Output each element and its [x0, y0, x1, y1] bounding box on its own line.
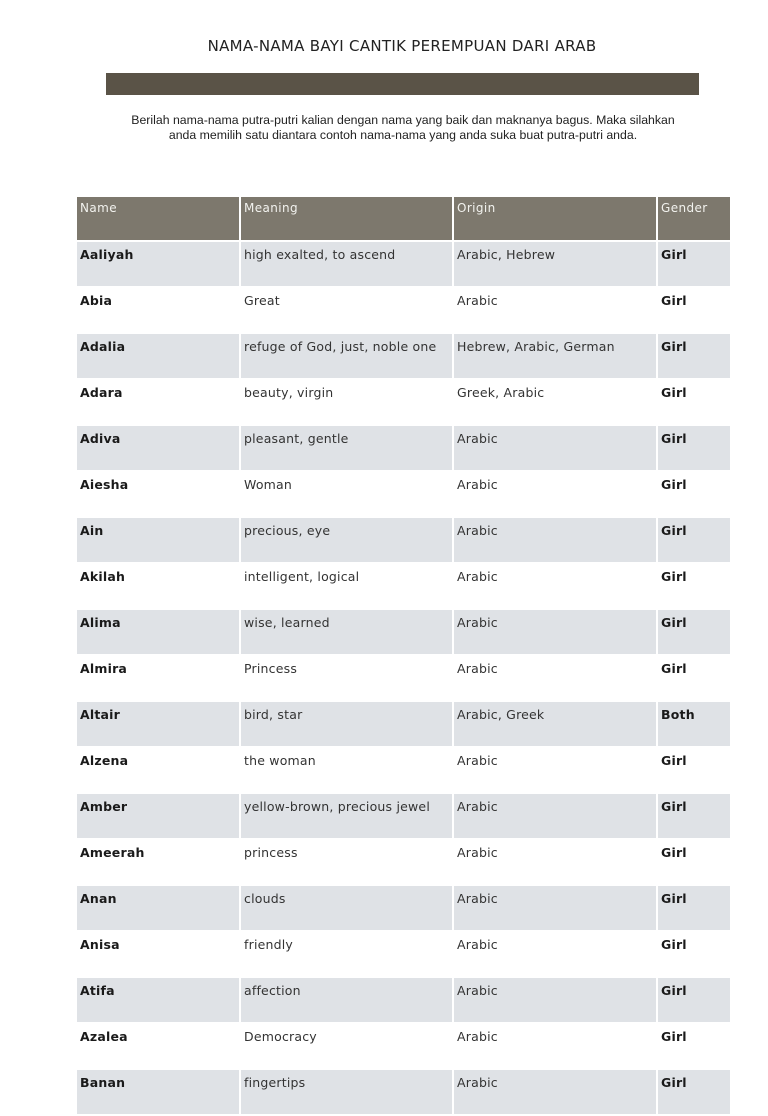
cell-name: Azalea [80, 1029, 128, 1044]
cell-gender: Girl [661, 661, 687, 676]
cell-gender: Girl [661, 293, 687, 308]
cell-gender: Girl [661, 385, 687, 400]
header-gender: Gender [658, 197, 730, 240]
cell-gender: Girl [658, 1070, 730, 1114]
table-header [77, 197, 730, 240]
cell-meaning: high exalted, to ascend [241, 242, 452, 286]
cell-name: Amber [77, 794, 239, 838]
header-meaning: Meaning [241, 197, 452, 240]
cell-name: Banan [77, 1070, 239, 1114]
cell-meaning: beauty, virgin [244, 385, 334, 400]
table-row [77, 288, 730, 332]
table-row [77, 702, 730, 746]
table-row [77, 610, 730, 654]
cell-meaning: clouds [241, 886, 452, 930]
cell-gender: Girl [658, 610, 730, 654]
cell-name: Aiesha [80, 477, 129, 492]
cell-gender: Girl [658, 886, 730, 930]
cell-gender: Girl [658, 518, 730, 562]
cell-meaning: friendly [244, 937, 294, 952]
cell-gender: Girl [658, 334, 730, 378]
table-row [77, 426, 730, 470]
table-row [77, 978, 730, 1022]
cell-name: Anan [77, 886, 239, 930]
cell-gender: Girl [661, 477, 687, 492]
table-row [77, 932, 730, 976]
cell-gender: Both [658, 702, 730, 746]
cell-origin: Arabic, Hebrew [454, 242, 656, 286]
cell-gender: Girl [661, 1029, 687, 1044]
page-title: NAMA-NAMA BAYI CANTIK PEREMPUAN DARI ARAB [207, 37, 597, 55]
table-row [77, 748, 730, 792]
header-name: Name [77, 197, 239, 240]
cell-origin: Arabic [457, 937, 498, 952]
header-origin: Origin [454, 197, 656, 240]
cell-origin: Arabic [454, 794, 656, 838]
cell-meaning: pleasant, gentle [241, 426, 452, 470]
cell-origin: Arabic [457, 845, 498, 860]
cell-meaning: Woman [244, 477, 293, 492]
cell-gender: Girl [661, 753, 687, 768]
cell-origin: Arabic [457, 569, 498, 584]
cell-origin: Arabic [457, 293, 498, 308]
table-row [77, 1024, 730, 1068]
cell-meaning: yellow-brown, precious jewel [241, 794, 452, 838]
cell-meaning: Princess [244, 661, 298, 676]
cell-meaning: intelligent, logical [244, 569, 360, 584]
cell-gender: Girl [658, 794, 730, 838]
table-row [77, 794, 730, 838]
cell-origin: Arabic [457, 1029, 498, 1044]
cell-name: Altair [77, 702, 239, 746]
cell-origin: Arabic [454, 1070, 656, 1114]
cell-meaning: the woman [244, 753, 316, 768]
cell-meaning: precious, eye [241, 518, 452, 562]
cell-gender: Girl [661, 937, 687, 952]
cell-meaning: bird, star [241, 702, 452, 746]
header-row [77, 197, 730, 240]
table-row [77, 886, 730, 930]
cell-origin: Arabic [454, 426, 656, 470]
table-row [77, 840, 730, 884]
cell-name: Aaliyah [77, 242, 239, 286]
table-row [77, 518, 730, 562]
cell-name: Adara [80, 385, 123, 400]
table-row [77, 564, 730, 608]
cell-name: Abia [80, 293, 113, 308]
cell-origin: Arabic [454, 610, 656, 654]
table-row [77, 656, 730, 700]
cell-meaning: Great [244, 293, 280, 308]
cell-gender: Girl [661, 845, 687, 860]
cell-name: Ameerah [80, 845, 145, 860]
cell-gender: Girl [661, 569, 687, 584]
cell-origin: Arabic [457, 753, 498, 768]
cell-name: Anisa [80, 937, 120, 952]
intro-paragraph: Berilah nama-nama putra-putri kalian dengan nama yang baik dan maknanya bagus. Maka silahkan anda memilih satu diantara contoh nama-nama yang anda suka buat putra-putri anda. [131, 113, 675, 142]
cell-origin: Arabic [454, 886, 656, 930]
cell-origin: Arabic [457, 661, 498, 676]
cell-origin: Arabic, Greek [454, 702, 656, 746]
cell-name: Atifa [77, 978, 239, 1022]
cell-name: Alima [77, 610, 239, 654]
cell-origin: Greek, Arabic [457, 385, 545, 400]
cell-gender: Girl [658, 978, 730, 1022]
cell-name: Adiva [77, 426, 239, 470]
cell-name: Adalia [77, 334, 239, 378]
cell-meaning: refuge of God, just, noble one [241, 334, 452, 378]
title-divider-bar [106, 73, 699, 95]
cell-origin: Arabic [454, 518, 656, 562]
cell-meaning: princess [244, 845, 298, 860]
table-row [77, 472, 730, 516]
table-row [77, 242, 730, 286]
cell-name: Akilah [80, 569, 126, 584]
cell-name: Alzena [80, 753, 129, 768]
cell-origin: Hebrew, Arabic, German [454, 334, 656, 378]
cell-gender: Girl [658, 426, 730, 470]
cell-meaning: affection [241, 978, 452, 1022]
cell-origin: Arabic [454, 978, 656, 1022]
cell-name: Almira [80, 661, 128, 676]
table-row [77, 380, 730, 424]
names-table [75, 195, 732, 1116]
table-row [77, 1070, 730, 1114]
table-row [77, 334, 730, 378]
cell-gender: Girl [658, 242, 730, 286]
cell-name: Ain [77, 518, 239, 562]
table-body [77, 242, 730, 1114]
cell-origin: Arabic [457, 477, 498, 492]
cell-meaning: wise, learned [241, 610, 452, 654]
cell-meaning: fingertips [241, 1070, 452, 1114]
cell-meaning: Democracy [244, 1029, 317, 1044]
